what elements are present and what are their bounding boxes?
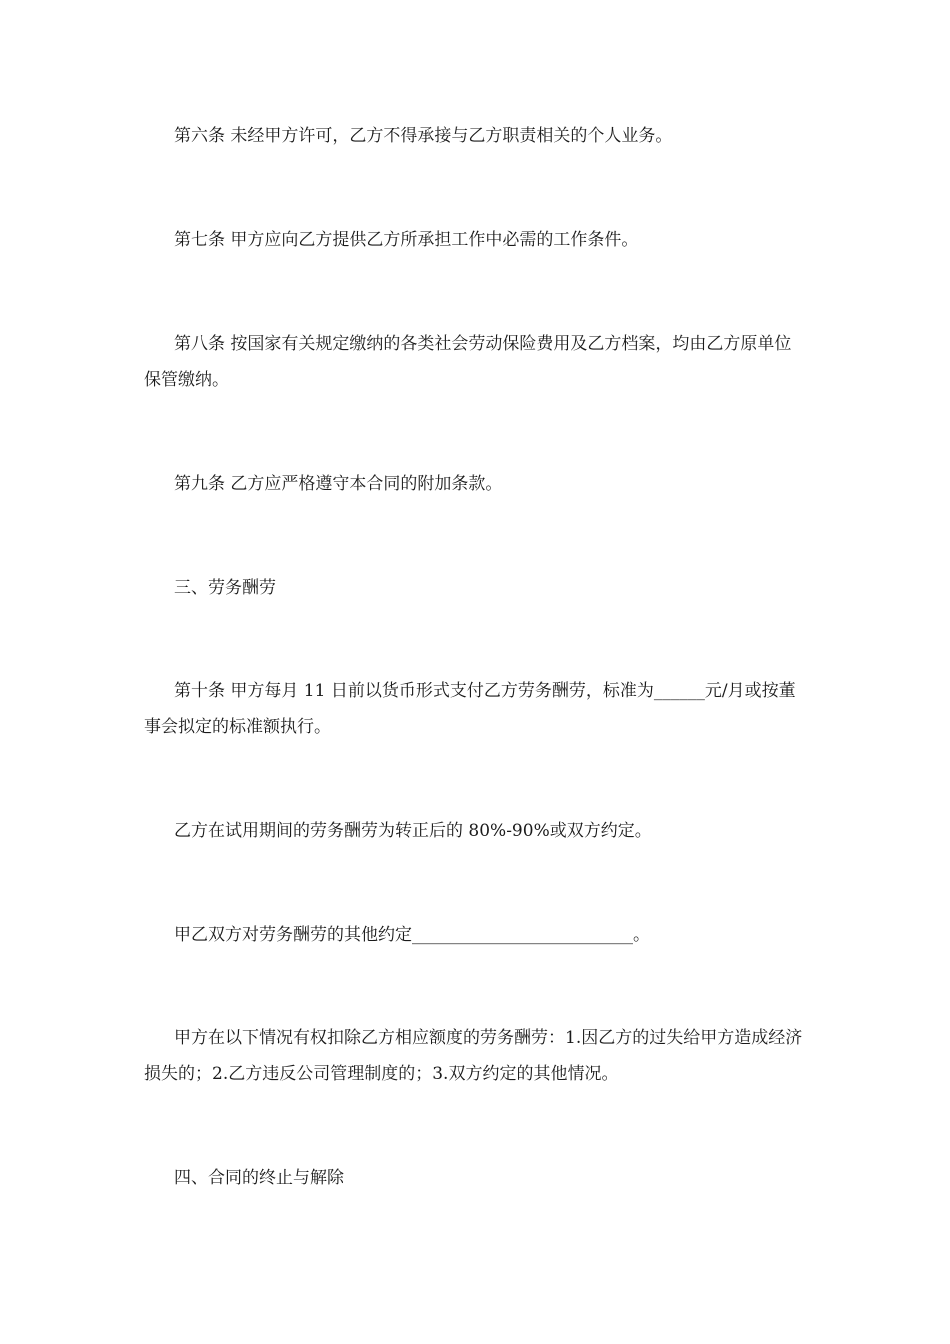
section-heading-3: 三、劳务酬劳 xyxy=(174,578,276,598)
article-9: 第九条 乙方应严格遵守本合同的附加条款。 xyxy=(174,474,503,494)
article-8: 第八条 按国家有关规定缴纳的各类社会劳动保险费用及乙方档案，均由乙方原单位保管缴纳。 xyxy=(144,334,792,390)
article-6: 第六条 未经甲方许可，乙方不得承接与乙方职责相关的个人业务。 xyxy=(174,126,673,146)
pay-deduction-clause: 甲方在以下情况有权扣除乙方相应额度的劳务酬劳：1.因乙方的过失给甲方造成经济损失的；2.乙方违反公司管理制度的；3.双方约定的其他情况。 xyxy=(144,1028,803,1084)
article-10: 第十条 甲方每月 11 日前以货币形式支付乙方劳务酬劳，标准为______元/月或按董事会拟定的标准额执行。 xyxy=(144,681,796,737)
section-heading-4: 四、合同的终止与解除 xyxy=(174,1168,344,1188)
other-pay-agreement-clause: 甲乙双方对劳务酬劳的其他约定__________________________。 xyxy=(174,925,650,945)
article-7: 第七条 甲方应向乙方提供乙方所承担工作中必需的工作条件。 xyxy=(174,230,639,250)
probation-pay-clause: 乙方在试用期间的劳务酬劳为转正后的 80%-90%或双方约定。 xyxy=(174,821,652,841)
